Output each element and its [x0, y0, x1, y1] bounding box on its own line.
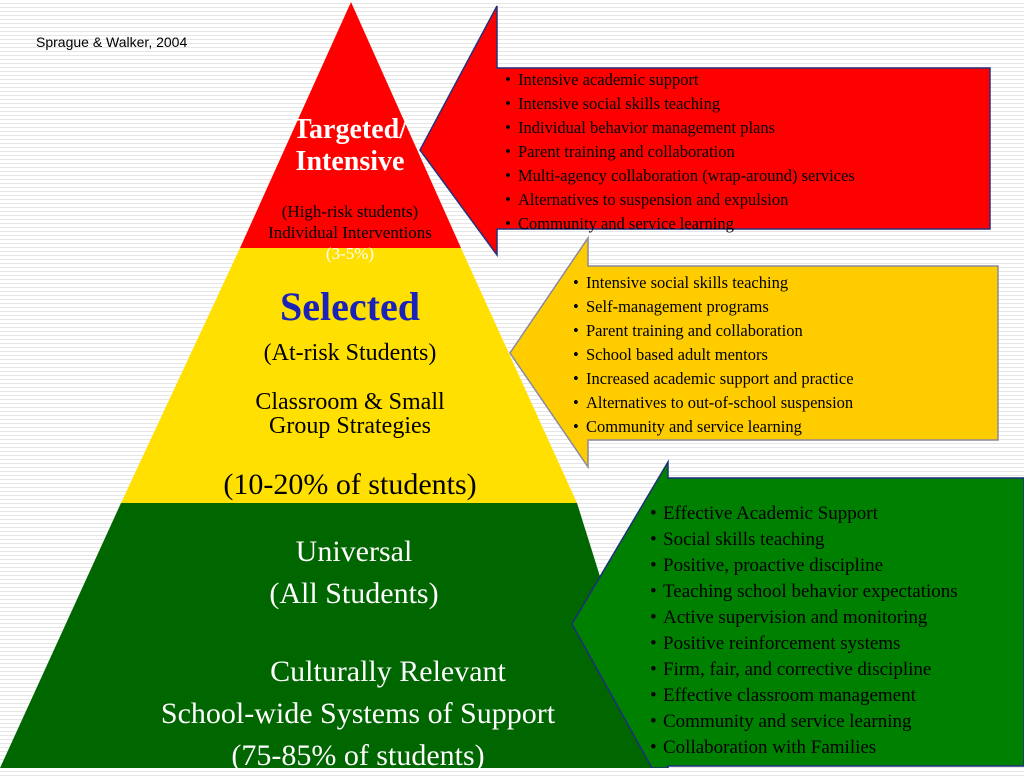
tier-bottom-percent: (75-85% of students): [231, 739, 485, 772]
tier-top-percent: (3-5%): [325, 244, 375, 263]
list-item: • Alternatives to suspension and expulsion: [502, 188, 855, 212]
tier-middle-strategy: [200, 390, 500, 438]
list-item: • Effective classroom management: [647, 683, 958, 709]
list-item: • Community and service learning: [647, 709, 958, 735]
list-item: • Alternatives to out-of-school suspension: [570, 391, 854, 415]
tier-top-subtitle-line1: (High-risk students): [281, 202, 419, 221]
list-item: • Positive, proactive discipline: [647, 553, 958, 579]
list-item: • School based adult mentors: [570, 343, 854, 367]
tier-bottom-description: [80, 651, 636, 777]
tier-top-subtitle-line2: Individual Interventions: [268, 223, 432, 242]
tier-bottom-desc-line1: Culturally Relevant: [270, 655, 506, 688]
tier-bottom-desc-line2: School-wide Systems of Support: [160, 697, 556, 730]
middle-interventions-list: [570, 271, 854, 439]
tier-middle-strategy-line2: Group Strategies: [269, 413, 431, 439]
list-item: • Increased academic support and practice: [570, 367, 854, 391]
list-item: • Self-management programs: [570, 295, 854, 319]
citation: Sprague & Walker, 2004: [36, 34, 188, 50]
tier-middle-title: Selected: [280, 284, 420, 329]
list-item: • Effective Academic Support: [647, 501, 958, 527]
list-item: • Community and service learning: [570, 415, 854, 439]
list-item: • Active supervision and monitoring: [647, 605, 958, 631]
list-item: • Intensive social skills teaching: [502, 92, 855, 116]
list-item: • Parent training and collaboration: [570, 319, 854, 343]
tier-bottom-title-line1: Universal: [295, 535, 413, 568]
tier-top-title-line2: Intensive: [295, 146, 405, 177]
tier-middle-percent: (10-20% of students): [223, 468, 477, 501]
tier-top-title-line1: Targeted/: [292, 114, 408, 145]
list-item: • Parent training and collaboration: [502, 140, 855, 164]
list-item: • Intensive academic support: [502, 68, 855, 92]
list-item: • Community and service learning: [502, 212, 855, 236]
tier-top-subtitle: [230, 201, 470, 264]
tier-middle-strategy-line1: Classroom & Small: [255, 389, 445, 415]
top-interventions-list: [502, 68, 855, 236]
list-item: • Positive reinforcement systems: [647, 631, 958, 657]
list-item: • Intensive social skills teaching: [570, 271, 854, 295]
tier-bottom-title-line2: (All Students): [269, 577, 439, 610]
list-item: • Multi-agency collaboration (wrap-around) services: [502, 164, 855, 188]
tier-top-title: [250, 114, 450, 178]
tier-bottom-title: [204, 531, 504, 615]
list-item: • Firm, fair, and corrective discipline: [647, 657, 958, 683]
bottom-interventions-list: [647, 501, 958, 761]
list-item: • Teaching school behavior expectations: [647, 579, 958, 605]
tier-middle-subtitle: (At-risk Students): [263, 340, 437, 366]
list-item: • Social skills teaching: [647, 527, 958, 553]
list-item: • Individual behavior management plans: [502, 116, 855, 140]
list-item: • Collaboration with Families: [647, 735, 958, 761]
